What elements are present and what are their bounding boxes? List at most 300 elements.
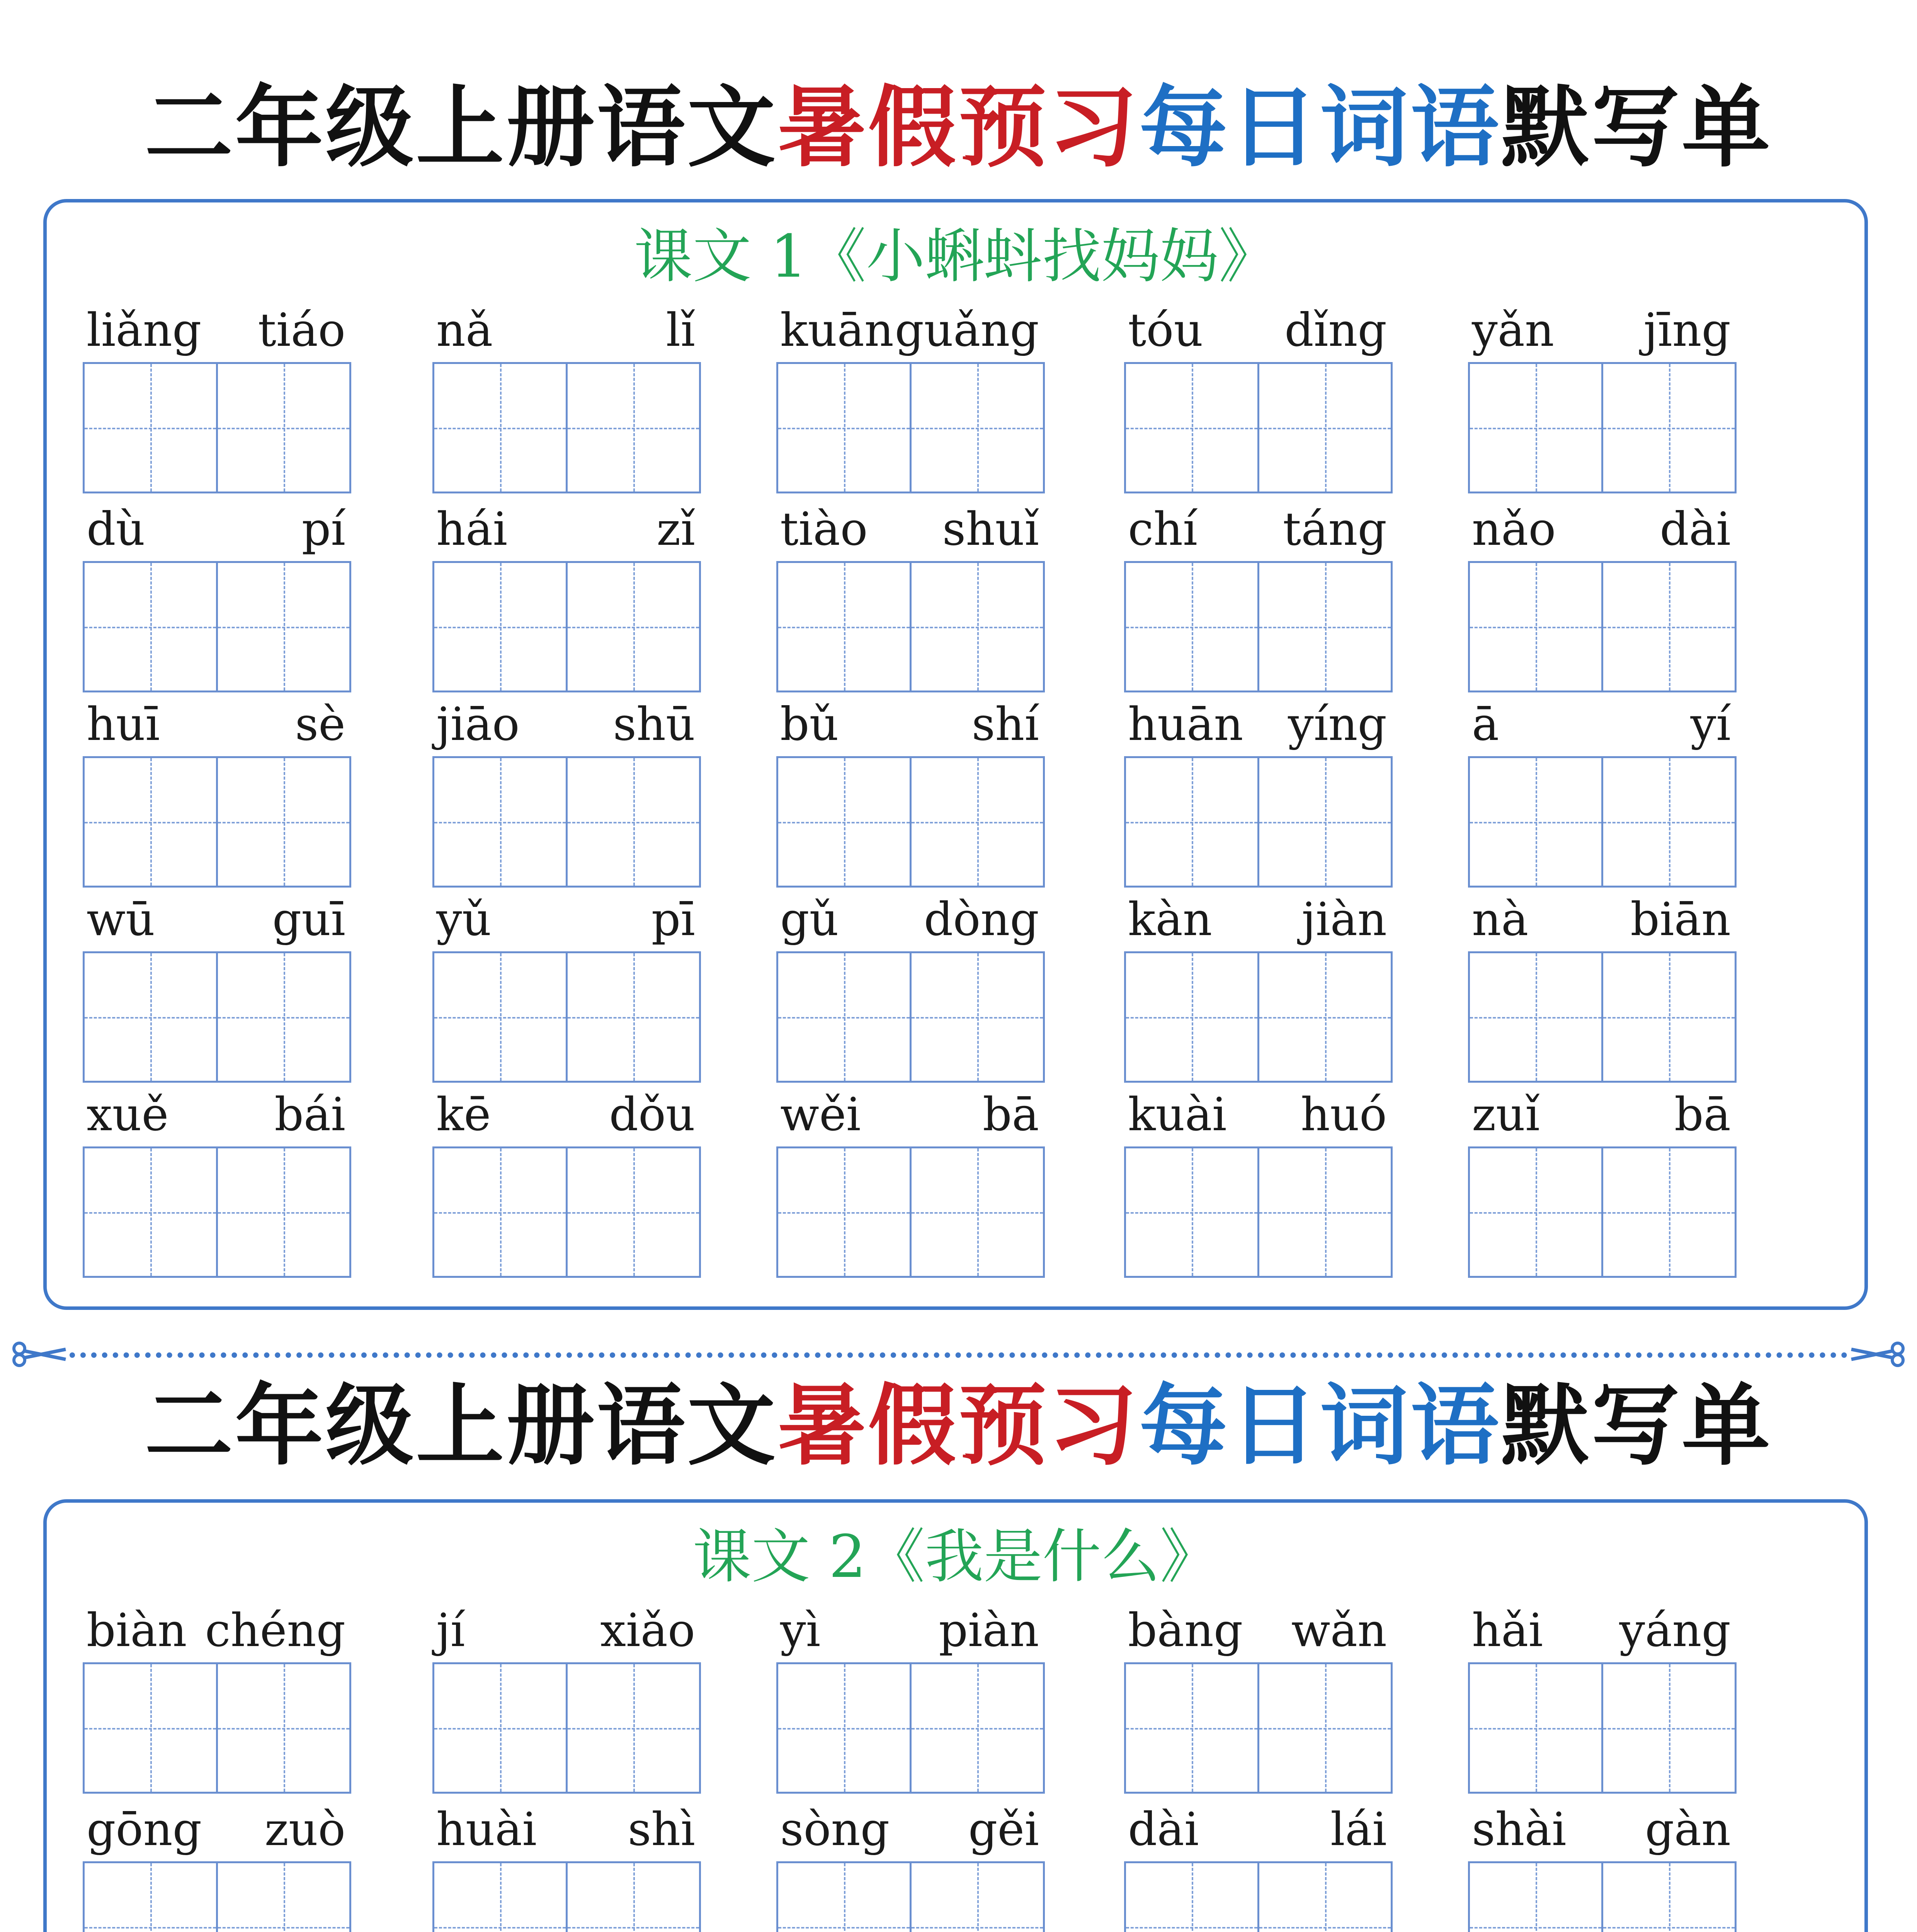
pinyin-label <box>83 699 353 749</box>
guide-line-vertical <box>844 1863 845 1932</box>
guide-line-vertical <box>150 364 152 492</box>
tianzige-pair <box>1124 1861 1393 1932</box>
tianzige-cell[interactable] <box>218 756 351 888</box>
pinyin-label <box>1124 1804 1395 1854</box>
tianzige-cell[interactable] <box>1259 951 1393 1083</box>
tianzige-cell[interactable] <box>83 362 218 493</box>
guide-line-vertical <box>500 1664 502 1792</box>
tianzige-cell[interactable] <box>912 1146 1045 1278</box>
guide-line-vertical <box>1536 953 1537 1081</box>
pinyin-syllable: lái <box>1330 1803 1387 1856</box>
word-item <box>83 504 353 689</box>
pinyin-syllable: gěi <box>968 1803 1039 1856</box>
word-item <box>83 894 353 1080</box>
pinyin-syllable: bái <box>274 1088 345 1141</box>
tianzige-cell[interactable] <box>912 561 1045 692</box>
word-item <box>83 1089 353 1275</box>
tianzige-pair <box>776 362 1045 493</box>
pinyin-label <box>432 504 703 554</box>
guide-line-vertical <box>1325 1664 1327 1792</box>
tianzige-pair <box>1124 756 1393 888</box>
pinyin-label <box>1468 1089 1738 1139</box>
tianzige-cell[interactable] <box>776 1861 912 1932</box>
pinyin-syllable: bā <box>983 1088 1039 1141</box>
tianzige-cell[interactable] <box>1603 1146 1737 1278</box>
pinyin-syllable: guī <box>272 893 345 946</box>
dotted-divider <box>70 1352 1847 1358</box>
word-item <box>776 894 1047 1080</box>
guide-line-vertical <box>150 563 152 690</box>
title-part-preview: 暑假预习 <box>777 76 1140 179</box>
word-item <box>1468 1804 1738 1932</box>
tianzige-cell[interactable] <box>1468 561 1603 692</box>
word-item <box>776 305 1047 490</box>
guide-line-vertical <box>1192 563 1193 690</box>
pinyin-label <box>1124 1089 1395 1139</box>
pinyin-syllable: xiǎo <box>600 1604 695 1657</box>
guide-line-vertical <box>150 1664 152 1792</box>
tianzige-cell[interactable] <box>83 1662 218 1794</box>
pinyin-label <box>776 1089 1047 1139</box>
tianzige-cell[interactable] <box>1603 756 1737 888</box>
guide-line-vertical <box>1325 563 1327 690</box>
word-item <box>432 1089 703 1275</box>
guide-line-vertical <box>284 1863 285 1932</box>
guide-line-vertical <box>844 1148 845 1276</box>
word-item <box>1468 894 1738 1080</box>
tianzige-cell[interactable] <box>83 1146 218 1278</box>
guide-line-vertical <box>633 758 635 886</box>
tianzige-cell[interactable] <box>432 1662 568 1794</box>
tianzige-cell[interactable] <box>1259 756 1393 888</box>
guide-line-vertical <box>844 758 845 886</box>
tianzige-cell[interactable] <box>1124 756 1259 888</box>
tianzige-cell[interactable] <box>776 1146 912 1278</box>
pinyin-syllable: biàn <box>87 1604 187 1657</box>
tianzige-cell[interactable] <box>1124 951 1259 1083</box>
tianzige-pair <box>83 1662 351 1794</box>
pinyin-syllable: piàn <box>939 1604 1039 1657</box>
pinyin-label <box>776 1804 1047 1854</box>
tianzige-cell[interactable] <box>568 1662 701 1794</box>
tianzige-pair <box>1468 362 1737 493</box>
pinyin-syllable: gǔ <box>780 893 839 946</box>
guide-line-vertical <box>1325 364 1327 492</box>
pinyin-syllable: dǐng <box>1284 303 1387 357</box>
tianzige-pair <box>776 951 1045 1083</box>
word-item <box>432 305 703 490</box>
guide-line-vertical <box>150 1863 152 1932</box>
pinyin-label <box>432 305 703 355</box>
guide-line-vertical <box>977 953 979 1081</box>
pinyin-syllable: jīng <box>1643 303 1731 357</box>
tianzige-pair <box>1468 951 1737 1083</box>
tianzige-cell[interactable] <box>432 1146 568 1278</box>
pinyin-syllable: yáng <box>1619 1604 1731 1657</box>
word-item <box>1124 894 1395 1080</box>
pinyin-syllable: wū <box>87 893 155 946</box>
tianzige-cell[interactable] <box>1124 362 1259 493</box>
guide-line-vertical <box>1669 364 1670 492</box>
word-item <box>776 1605 1047 1791</box>
word-item <box>1468 504 1738 689</box>
guide-line-vertical <box>633 1664 635 1792</box>
tianzige-pair <box>432 1861 701 1932</box>
tianzige-cell[interactable] <box>1124 1146 1259 1278</box>
pinyin-syllable: tiáo <box>258 303 345 357</box>
guide-line-vertical <box>1536 1863 1537 1932</box>
tianzige-cell[interactable] <box>1259 1861 1393 1932</box>
pinyin-label <box>1124 1605 1395 1655</box>
tianzige-pair <box>776 1146 1045 1278</box>
pinyin-syllable: huó <box>1300 1088 1387 1141</box>
pinyin-syllable: yì <box>780 1604 821 1657</box>
word-item <box>1124 699 1395 884</box>
pinyin-syllable: xuě <box>87 1088 169 1141</box>
guide-line-vertical <box>150 758 152 886</box>
tianzige-cell[interactable] <box>568 756 701 888</box>
guide-line-vertical <box>633 1148 635 1276</box>
tianzige-cell[interactable] <box>218 1146 351 1278</box>
tianzige-cell[interactable] <box>432 1861 568 1932</box>
pinyin-syllable: shì <box>628 1803 695 1856</box>
pinyin-label <box>776 1605 1047 1655</box>
word-item <box>432 1605 703 1791</box>
tianzige-cell[interactable] <box>776 951 912 1083</box>
tianzige-cell[interactable] <box>776 756 912 888</box>
guide-line-vertical <box>844 364 845 492</box>
tianzige-cell[interactable] <box>83 561 218 692</box>
tianzige-pair <box>776 1662 1045 1794</box>
tianzige-cell[interactable] <box>912 756 1045 888</box>
tianzige-cell[interactable] <box>432 756 568 888</box>
tianzige-cell[interactable] <box>1468 1662 1603 1794</box>
tianzige-cell[interactable] <box>1468 756 1603 888</box>
tianzige-cell[interactable] <box>776 1662 912 1794</box>
pinyin-syllable: wǎn <box>1291 1604 1387 1657</box>
pinyin-syllable: kàn <box>1128 893 1212 946</box>
tianzige-pair <box>432 561 701 692</box>
tianzige-pair <box>1468 1861 1737 1932</box>
pinyin-syllable: shí <box>971 697 1039 751</box>
title-part-grade: 二年级上册语文 <box>145 1374 778 1477</box>
tianzige-cell[interactable] <box>1603 561 1737 692</box>
pinyin-syllable: yǎn <box>1472 303 1555 357</box>
pinyin-syllable: biān <box>1630 893 1731 946</box>
pinyin-label <box>1124 699 1395 749</box>
pinyin-syllable: táng <box>1283 502 1387 556</box>
pinyin-syllable: hǎi <box>1472 1604 1543 1657</box>
pinyin-syllable: yǔ <box>436 893 492 946</box>
pinyin-syllable: gōng <box>87 1803 202 1856</box>
pinyin-label <box>1468 305 1738 355</box>
tianzige-cell[interactable] <box>1259 1146 1393 1278</box>
pinyin-syllable: nà <box>1472 893 1529 946</box>
guide-line-vertical <box>1669 1664 1670 1792</box>
title-part-preview: 暑假预习 <box>777 1374 1140 1477</box>
pinyin-syllable: nǎ <box>436 303 493 357</box>
pinyin-syllable: pí <box>301 502 345 556</box>
guide-line-vertical <box>1536 563 1537 690</box>
word-item <box>776 699 1047 884</box>
pinyin-label <box>83 305 353 355</box>
word-item <box>1124 504 1395 689</box>
guide-line-vertical <box>1669 1148 1670 1276</box>
tianzige-cell[interactable] <box>83 1861 218 1932</box>
pinyin-syllable: yí <box>1690 697 1731 751</box>
pinyin-label <box>83 504 353 554</box>
tianzige-pair <box>432 951 701 1083</box>
tianzige-cell[interactable] <box>432 362 568 493</box>
tianzige-cell[interactable] <box>1468 1146 1603 1278</box>
guide-line-vertical <box>633 953 635 1081</box>
pinyin-label <box>83 1605 353 1655</box>
pinyin-syllable: liǎng <box>87 303 202 357</box>
guide-line-vertical <box>500 953 502 1081</box>
tianzige-cell[interactable] <box>912 362 1045 493</box>
guide-line-vertical <box>500 758 502 886</box>
guide-line-vertical <box>284 1664 285 1792</box>
guide-line-vertical <box>500 1148 502 1276</box>
guide-line-vertical <box>1325 758 1327 886</box>
guide-line-vertical <box>1536 364 1537 492</box>
word-item <box>83 1804 353 1932</box>
tianzige-cell[interactable] <box>1603 951 1737 1083</box>
tianzige-pair <box>83 951 351 1083</box>
pinyin-label <box>1468 894 1738 944</box>
tianzige-pair <box>1468 756 1737 888</box>
guide-line-vertical <box>977 1664 979 1792</box>
guide-line-vertical <box>284 953 285 1081</box>
tianzige-cell[interactable] <box>218 362 351 493</box>
lesson-subtitle: 课文 1《小蝌蚪找妈妈》 <box>634 222 1277 291</box>
sheet-title <box>0 77 1917 178</box>
guide-line-vertical <box>284 758 285 886</box>
tianzige-pair <box>776 561 1045 692</box>
pinyin-syllable: wěi <box>780 1088 861 1141</box>
tianzige-cell[interactable] <box>218 951 351 1083</box>
word-item <box>83 305 353 490</box>
guide-line-vertical <box>1536 1664 1537 1792</box>
word-item <box>1124 305 1395 490</box>
pinyin-syllable: zuò <box>264 1803 345 1856</box>
word-item <box>776 1804 1047 1932</box>
tianzige-pair <box>432 1146 701 1278</box>
pinyin-syllable: shū <box>613 697 695 751</box>
word-item <box>83 1605 353 1791</box>
tianzige-cell[interactable] <box>218 1861 351 1932</box>
tianzige-cell[interactable] <box>83 756 218 888</box>
pinyin-syllable: gàn <box>1645 1803 1731 1856</box>
word-item <box>1468 305 1738 490</box>
pinyin-label <box>1468 504 1738 554</box>
pinyin-label <box>1124 504 1395 554</box>
tianzige-cell[interactable] <box>1468 951 1603 1083</box>
pinyin-label <box>83 1804 353 1854</box>
word-item <box>776 1089 1047 1275</box>
lesson-subtitle: 课文 2《我是什么》 <box>692 1522 1219 1591</box>
tianzige-pair <box>1124 951 1393 1083</box>
tianzige-cell[interactable] <box>568 1146 701 1278</box>
scissors-icon-right <box>1840 1341 1909 1368</box>
word-item <box>1124 1605 1395 1791</box>
tianzige-cell[interactable] <box>568 561 701 692</box>
pinyin-label <box>1468 699 1738 749</box>
pinyin-label <box>432 699 703 749</box>
guide-line-vertical <box>1192 1664 1193 1792</box>
guide-line-vertical <box>1536 1148 1537 1276</box>
pinyin-syllable: ā <box>1472 697 1499 751</box>
pinyin-syllable: huī <box>87 697 160 751</box>
pinyin-syllable: tóu <box>1128 303 1203 357</box>
tianzige-cell[interactable] <box>568 951 701 1083</box>
tianzige-cell[interactable] <box>432 951 568 1083</box>
pinyin-syllable: kuān <box>780 303 894 357</box>
pinyin-label <box>776 504 1047 554</box>
guide-line-vertical <box>284 563 285 690</box>
pinyin-label <box>776 305 1047 355</box>
guide-line-vertical <box>284 1148 285 1276</box>
pinyin-syllable: shài <box>1472 1803 1567 1856</box>
tianzige-cell[interactable] <box>776 362 912 493</box>
pinyin-syllable: jiàn <box>1301 893 1387 946</box>
guide-line-vertical <box>1669 758 1670 886</box>
pinyin-label <box>83 894 353 944</box>
guide-line-vertical <box>1325 1148 1327 1276</box>
guide-line-vertical <box>844 1664 845 1792</box>
tianzige-cell[interactable] <box>912 951 1045 1083</box>
tianzige-cell[interactable] <box>912 1662 1045 1794</box>
pinyin-label <box>432 1605 703 1655</box>
guide-line-vertical <box>977 563 979 690</box>
tianzige-cell[interactable] <box>1603 1861 1737 1932</box>
tianzige-cell[interactable] <box>1259 561 1393 692</box>
tianzige-cell[interactable] <box>218 1662 351 1794</box>
tianzige-cell[interactable] <box>1124 1662 1259 1794</box>
pinyin-syllable: jí <box>436 1604 465 1657</box>
pinyin-label <box>432 1089 703 1139</box>
tianzige-pair <box>83 561 351 692</box>
guide-line-vertical <box>977 364 979 492</box>
pinyin-syllable: huài <box>436 1803 537 1856</box>
guide-line-vertical <box>284 364 285 492</box>
guide-line-vertical <box>1192 1863 1193 1932</box>
word-item <box>432 894 703 1080</box>
sheet-title <box>0 1376 1917 1476</box>
tianzige-cell[interactable] <box>1259 362 1393 493</box>
word-item <box>1124 1089 1395 1275</box>
tianzige-pair <box>1124 362 1393 493</box>
guide-line-vertical <box>1325 953 1327 1081</box>
title-part-dictation: 默写单 <box>1501 76 1772 179</box>
title-part-grade: 二年级上册语文 <box>145 76 778 179</box>
pinyin-syllable: kē <box>436 1088 491 1141</box>
tianzige-cell[interactable] <box>83 951 218 1083</box>
word-item <box>83 699 353 884</box>
tianzige-cell[interactable] <box>1468 1861 1603 1932</box>
pinyin-label <box>776 699 1047 749</box>
guide-line-vertical <box>844 563 845 690</box>
guide-line-vertical <box>977 1863 979 1932</box>
guide-line-vertical <box>1325 1863 1327 1932</box>
tianzige-pair <box>83 362 351 493</box>
pinyin-label <box>1124 305 1395 355</box>
scissors-icon-left <box>8 1341 77 1368</box>
pinyin-syllable: huān <box>1128 697 1243 751</box>
title-part-daily-words: 每日词语 <box>1139 76 1501 179</box>
pinyin-syllable: bǔ <box>780 697 839 751</box>
tianzige-pair <box>1468 1662 1737 1794</box>
title-part-daily-words: 每日词语 <box>1139 1374 1501 1477</box>
pinyin-syllable: chí <box>1128 502 1197 556</box>
word-item <box>776 504 1047 689</box>
tianzige-cell[interactable] <box>568 1861 701 1932</box>
pinyin-syllable: bā <box>1674 1088 1731 1141</box>
pinyin-syllable: sòng <box>780 1803 890 1856</box>
pinyin-syllable: lǐ <box>666 303 695 357</box>
pinyin-syllable: guǎng <box>895 303 1039 357</box>
pinyin-label <box>1468 1804 1738 1854</box>
tianzige-cell[interactable] <box>1259 1662 1393 1794</box>
tianzige-pair <box>1468 1146 1737 1278</box>
tianzige-pair <box>432 756 701 888</box>
guide-line-vertical <box>1536 758 1537 886</box>
guide-line-vertical <box>1669 1863 1670 1932</box>
tianzige-pair <box>1124 561 1393 692</box>
pinyin-label <box>432 894 703 944</box>
tianzige-cell[interactable] <box>776 561 912 692</box>
guide-line-vertical <box>500 1863 502 1932</box>
guide-line-vertical <box>150 953 152 1081</box>
tianzige-pair <box>776 756 1045 888</box>
guide-line-vertical <box>1192 953 1193 1081</box>
guide-line-vertical <box>977 758 979 886</box>
tianzige-cell[interactable] <box>1124 1861 1259 1932</box>
lesson-panel <box>43 199 1868 1310</box>
guide-line-vertical <box>1192 364 1193 492</box>
tianzige-cell[interactable] <box>432 561 568 692</box>
pinyin-label <box>1124 894 1395 944</box>
tianzige-cell[interactable] <box>218 561 351 692</box>
pinyin-syllable: chéng <box>205 1604 345 1657</box>
pinyin-syllable: jiāo <box>436 697 520 751</box>
tianzige-cell[interactable] <box>1603 362 1737 493</box>
pinyin-syllable: dǒu <box>609 1088 695 1141</box>
title-part-dictation: 默写单 <box>1501 1374 1772 1477</box>
pinyin-syllable: hái <box>436 502 508 556</box>
tianzige-cell[interactable] <box>568 362 701 493</box>
tianzige-cell[interactable] <box>1468 362 1603 493</box>
guide-line-vertical <box>633 563 635 690</box>
tianzige-cell[interactable] <box>912 1861 1045 1932</box>
pinyin-label <box>432 1804 703 1854</box>
tianzige-cell[interactable] <box>1124 561 1259 692</box>
pinyin-syllable: dài <box>1660 502 1731 556</box>
tianzige-pair <box>776 1861 1045 1932</box>
pinyin-label <box>1468 1605 1738 1655</box>
guide-line-vertical <box>1669 563 1670 690</box>
guide-line-vertical <box>1192 758 1193 886</box>
pinyin-syllable: yíng <box>1288 697 1387 751</box>
pinyin-syllable: dù <box>87 502 145 556</box>
guide-line-vertical <box>633 364 635 492</box>
guide-line-vertical <box>844 953 845 1081</box>
tianzige-pair <box>83 1146 351 1278</box>
tianzige-cell[interactable] <box>1603 1662 1737 1794</box>
pinyin-syllable: dài <box>1128 1803 1199 1856</box>
pinyin-syllable: zǐ <box>657 502 695 556</box>
word-item <box>432 699 703 884</box>
